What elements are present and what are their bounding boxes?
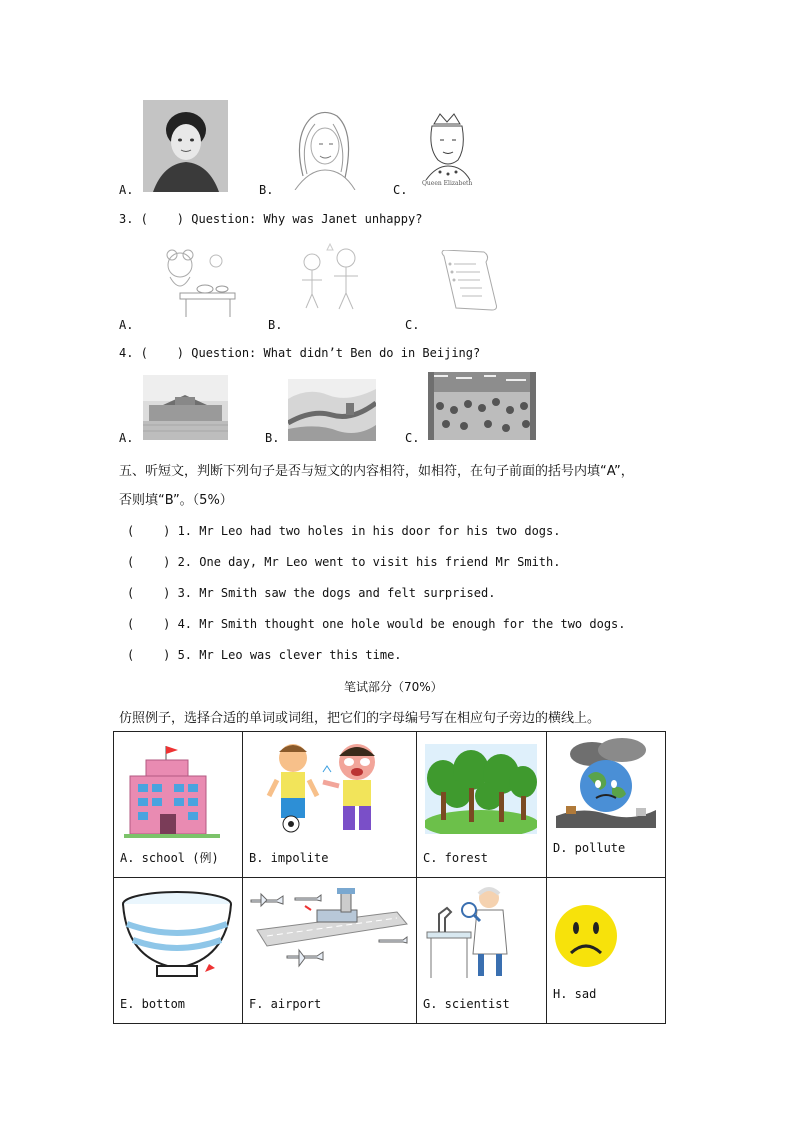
- section5-heading-line2: 否则填“B”。（5%）: [119, 493, 233, 508]
- portrait-sketch-b: [285, 106, 361, 190]
- q3-stem: 3. ( ) Question: Why was Janet unhappy?: [119, 212, 423, 226]
- vocab-label-forest: C. forest: [423, 851, 489, 865]
- forest-icon: [425, 744, 537, 834]
- vocab-cell-sad: [547, 878, 666, 1024]
- tiananmen-photo-a: [143, 375, 228, 440]
- sad-face-icon: [553, 903, 619, 969]
- vocab-cell-airport: [243, 878, 417, 1024]
- vocab-cell-pollute: [547, 732, 666, 878]
- written-section-instruction: 仿照例子，选择合适的单词或词组，把它们的字母编号写在相应句子旁边的横线上。: [119, 711, 601, 726]
- polluted-earth-icon: [552, 736, 660, 828]
- vocab-label-bottom: E. bottom: [120, 997, 186, 1011]
- section5-item-5: ( ) 5. Mr Leo was clever this time.: [127, 648, 402, 662]
- portrait-photo-a: [143, 100, 228, 192]
- vocab-cell-bottom: [114, 878, 243, 1024]
- q3-option-b[interactable]: B.: [268, 318, 283, 332]
- scientist-icon: [425, 884, 525, 984]
- vocab-label-sad: H. sad: [553, 987, 597, 1001]
- vocab-label-airport: F. airport: [249, 997, 322, 1011]
- great-wall-photo-b: [288, 379, 376, 441]
- vocab-label-school: A. school (例): [120, 851, 219, 865]
- crowd-street-photo-c: [428, 372, 536, 440]
- q2-option-b[interactable]: B.: [259, 183, 274, 197]
- airport-icon: [247, 884, 412, 984]
- q4-stem: 4. ( ) Question: What didn’t Ben do in Beijing?: [119, 346, 481, 360]
- section5-item-4: ( ) 4. Mr Smith thought one hole would be enough for the two dogs.: [127, 617, 626, 631]
- cartoon-girl-cooking-a: [150, 245, 240, 320]
- paper-scroll-c: [436, 250, 502, 312]
- q4-option-a[interactable]: A.: [119, 431, 134, 445]
- vocab-cell-school: [114, 732, 243, 878]
- q2-option-c[interactable]: C.: [393, 183, 408, 197]
- cartoon-children-b: [290, 240, 370, 318]
- section5-item-3: ( ) 3. Mr Smith saw the dogs and felt surprised.: [127, 586, 496, 600]
- vocab-label-impolite: B. impolite: [249, 851, 329, 865]
- section5-item-1: ( ) 1. Mr Leo had two holes in his door for his two dogs.: [127, 524, 561, 538]
- queen-elizabeth-caption: Queen Elizabeth: [422, 180, 473, 187]
- q3-option-a[interactable]: A.: [119, 318, 134, 332]
- q2-option-a[interactable]: A.: [119, 183, 134, 197]
- vocab-label-pollute: D. pollute: [553, 841, 626, 855]
- vocab-cell-scientist: [417, 878, 547, 1024]
- vocab-cell-forest: [417, 732, 547, 878]
- written-section-title: 笔试部分（70%）: [344, 680, 443, 694]
- bowl-icon: [119, 890, 235, 982]
- q4-option-b[interactable]: B.: [265, 431, 280, 445]
- q3-option-c[interactable]: C.: [405, 318, 420, 332]
- vocab-label-scientist: G. scientist: [423, 997, 510, 1011]
- section5-item-2: ( ) 2. One day, Mr Leo went to visit his friend Mr Smith.: [127, 555, 561, 569]
- section5-heading-line1: 五、听短文，判断下列句子是否与短文的内容相符，如相符，在句子前面的括号内填“A”，: [119, 464, 634, 479]
- school-building-icon: [122, 742, 222, 842]
- vocab-cell-impolite: [243, 732, 417, 878]
- impolite-boys-icon: [261, 738, 396, 838]
- vocab-table: [113, 731, 666, 1024]
- q4-option-c[interactable]: C.: [405, 431, 420, 445]
- queen-elizabeth-sketch-c: [418, 108, 476, 190]
